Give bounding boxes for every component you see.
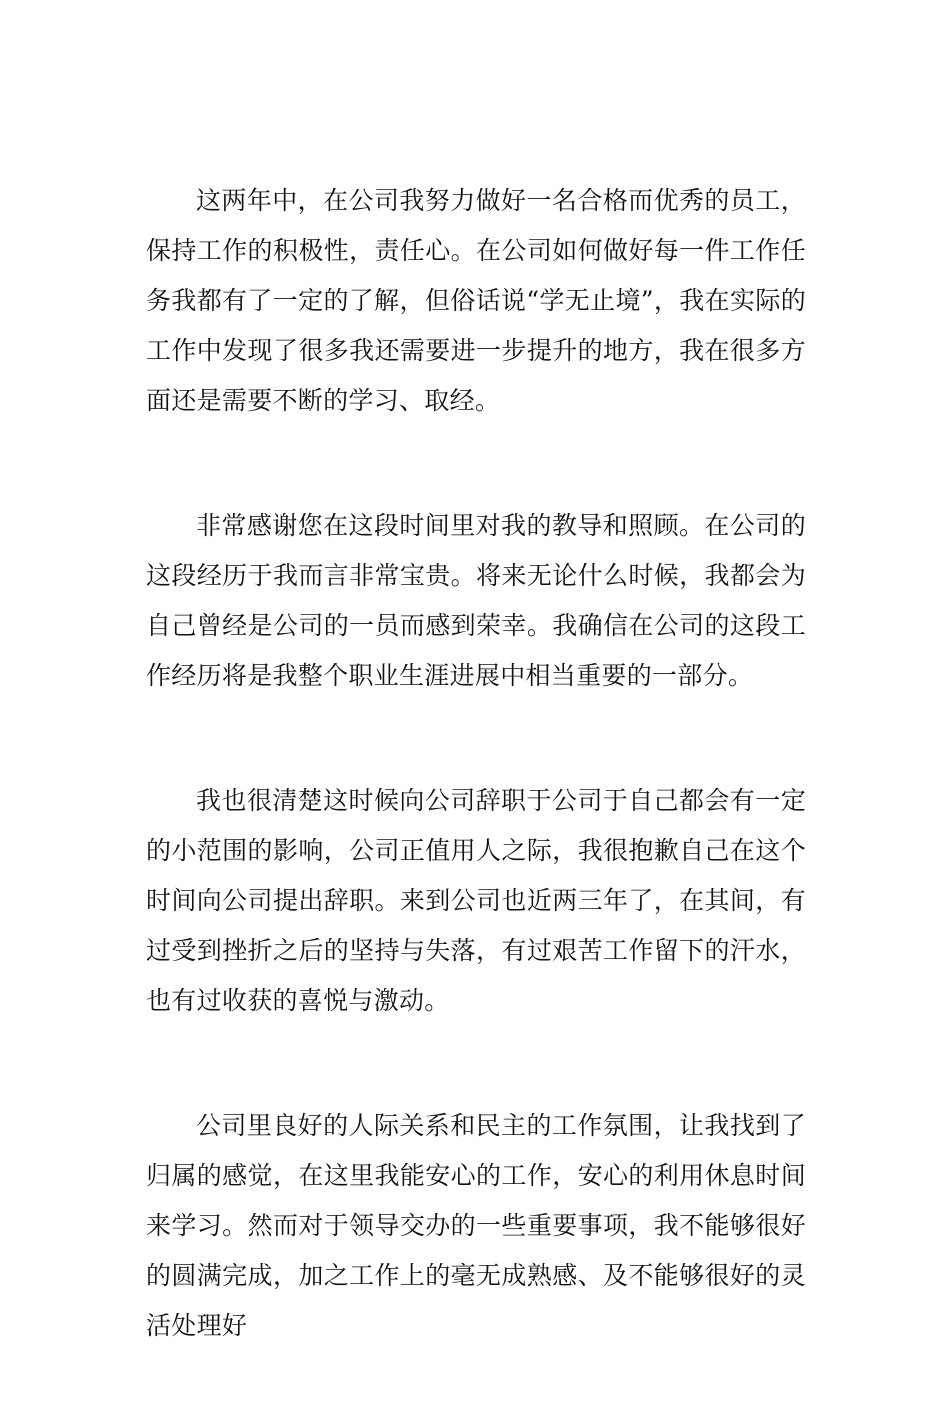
paragraph-1: 这两年中，在公司我努力做好一名合格而优秀的员工，保持工作的积极性，责任心。在公司如何做好每一件工作任务我都有了一定的了解，但俗话说“学无止境”，我在实际的工作中发现了很多我还需要进一步提升的地方，我在很多方面还是需要不断的学习、取经。 [146, 186, 806, 415]
paragraph-4: 公司里良好的人际关系和民主的工作氛围，让我找到了归属的感觉，在这里我能安心的工作，安心的利用休息时间来学习。然而对于领导交办的一些重要事项，我不能够很好的圆满完成，加之工作上的毫无成熟感、及不能够很好的灵活处理好 [146, 1111, 806, 1340]
document-body [146, 176, 806, 1426]
paragraph-2: 非常感谢您在这段时间里对我的教导和照顾。在公司的这段经历于我而言非常宝贵。将来无论什么时候，我都会为自己曾经是公司的一员而感到荣幸。我确信在公司的这段工作经历将是我整个职业生涯进展中相当重要的一部分。 [146, 511, 806, 690]
paragraph-3: 我也很清楚这时候向公司辞职于公司于自己都会有一定的小范围的影响，公司正值用人之际，我很抱歉自己在这个时间向公司提出辞职。来到公司也近两三年了，在其间，有过受到挫折之后的坚持与失落，有过艰苦工作留下的汗水，也有过收获的喜悦与激动。 [146, 786, 806, 1015]
